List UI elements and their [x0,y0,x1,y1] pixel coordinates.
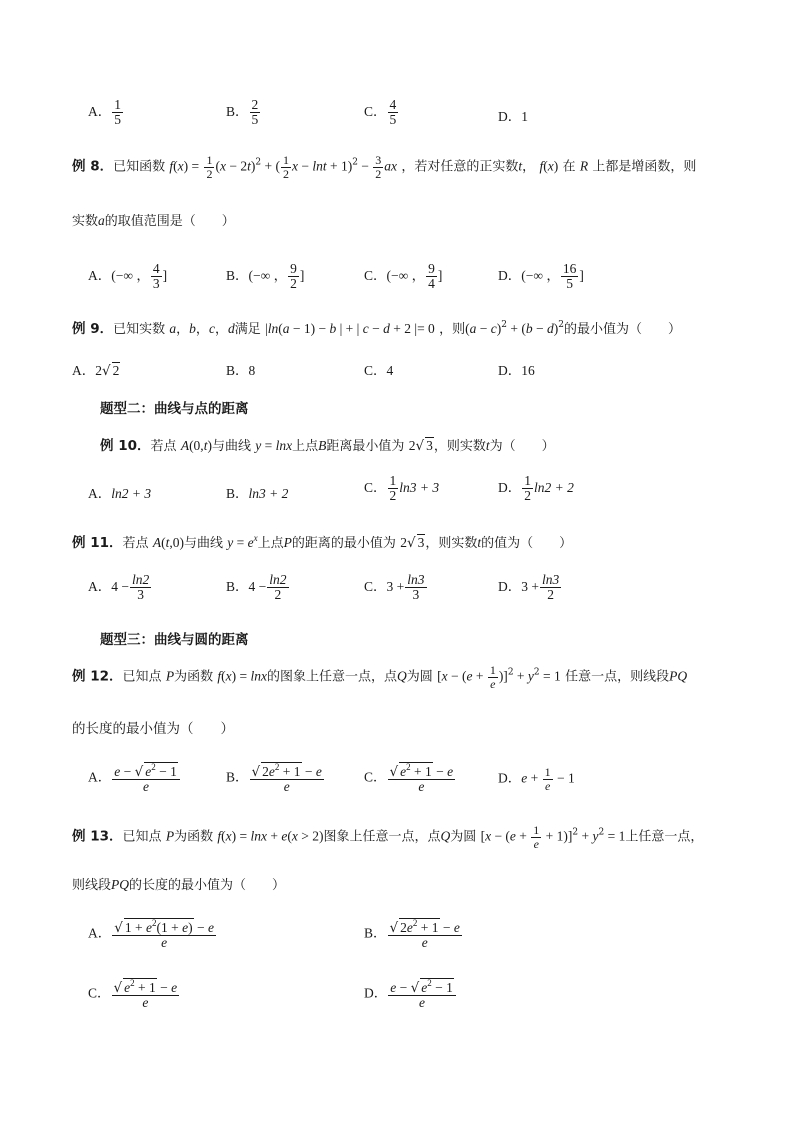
ex8-option-d: D．(−∞ ， $\frac{16}{5}$ ] [498,261,584,292]
option-b: B． $\frac{2}{5}$ [226,97,259,128]
ex12-option-a: A． $\frac{e - √ e^2 - 1}{e}$ [88,762,181,794]
ex11-option-c: C．3 + $\frac{\ln 3}{3}$ [364,572,425,603]
example-13-line1: 例 13．已知点 P为函数 f(x) = lnx + e(x > 2)图象上任意一点，点Q为圆 [x − (e + $\frac{1}{e}$ + $1)]^2 + y^2 = 1$上任意一点， [72,823,704,851]
example-12-line1: 例 12．已知点 P为函数 f(x) = lnx的图象上任意一点，点Q为圆 [x − (e + $\frac{1}{e}$ )]$^2 + y^2 = 1$ 任意一点，则线段PQ [72,663,688,691]
ex11-option-a: A．4 − $\frac{\ln 2}{3}$ [88,572,150,603]
example-12-line2: 的长度的最小值为（ ） [72,721,234,737]
ex11-option-d: D．3 + $\frac{\ln 3}{2}$ [498,572,560,603]
example-10-line1: 例 10．若点 A(0,t)与曲线 y = lnx上点B距离最小值为 2√ 3，则实数t为（ ） [100,438,555,454]
ex9-option-c: C．4 [364,363,394,378]
example-8-tag: 例 8． [72,158,114,175]
ex12-option-d: D．e + $\frac{1}{e}$ − 1 [498,765,575,793]
ex13-option-b: B． $\frac{√ 2e^2 + 1 - e}{e}$ [364,918,460,951]
example-9-line1: 例 9．已知实数 a，b，c，d满足 |ln(a − 1) − b | + | c − d + 2 |= 0 ，则$(a - c)^2 + (b - d)^2$的最小值为（ ） [72,320,681,337]
ex12-option-b: B． $\frac{√ 2e^2 + 1 - e}{e}$ [226,762,322,795]
example-12-tag: 例 12． [72,668,123,685]
example-9-tag: 例 9． [72,321,114,337]
option-c: C． $\frac{4}{5}$ [364,97,397,128]
ex9-option-d: D．16 [498,363,535,378]
ex13-option-a: A． $\frac{√ 1 + e^2(1 + e) - e}{e}$ [88,918,214,951]
option-a: A． $\frac{1}{5}$ [88,97,121,128]
ex8-option-a: A．(−∞ ， $\frac{4}{3}$ ] [88,261,168,292]
example-10-tag: 例 10． [100,438,151,454]
example-11-line1: 例 11．若点 A(t,0)与曲线 $y = e^x$上点P的距离的最小值为 2√ 3，则实数t的值为（ ） [72,533,573,551]
example-13-tag: 例 13． [72,828,123,845]
ex9-option-b: B．8 [226,363,256,378]
section-title-3: 题型三：曲线与圆的距离 [100,632,249,648]
ex8-option-c: C．(−∞ ， $\frac{9}{4}$ ] [364,261,443,292]
example-11-tag: 例 11． [72,535,123,551]
ex10-option-a: A．ln2 + 3 [88,486,152,501]
ex12-option-c: C． $\frac{√ e^2 + 1 - e}{e}$ [364,762,454,795]
ex10-option-d: D． $\frac{1}{2}$ ln2 + 2 [498,473,574,504]
example-13-line2: 则线段PQ的长度的最小值为（ ） [72,877,286,893]
ex13-option-d: D． $\frac{e - √ e^2 - 1}{e}$ [364,978,457,1010]
ex9-option-a: A．2√ 2 [72,363,120,379]
section-title-2: 题型二：曲线与点的距离 [100,401,249,417]
ex8-option-b: B．(−∞ ， $\frac{9}{2}$ ] [226,261,305,292]
ex10-option-c: C． $\frac{1}{2}$ ln3 + 3 [364,473,440,504]
ex13-option-c: C． $\frac{√ e^2 + 1 - e}{e}$ [88,978,178,1011]
ex11-option-b: B．4 − $\frac{\ln 2}{2}$ [226,572,287,603]
example-8-line1: 例 8．已知函数 f(x) = $\frac{1}{2}$ $(x - 2t)^2$ + ( $\frac{1}{2}$ x − lnt + 1)$^2$ − $\frac{3}{2}$ ax ，若对任意的正实数t， f(x) 在 R 上都是增函数，则 [72,153,697,181]
ex10-option-b: B．ln3 + 2 [226,486,289,501]
option-d: D．1 [498,109,528,124]
example-8-line2: 实数a的取值范围是（ ） [72,213,235,229]
